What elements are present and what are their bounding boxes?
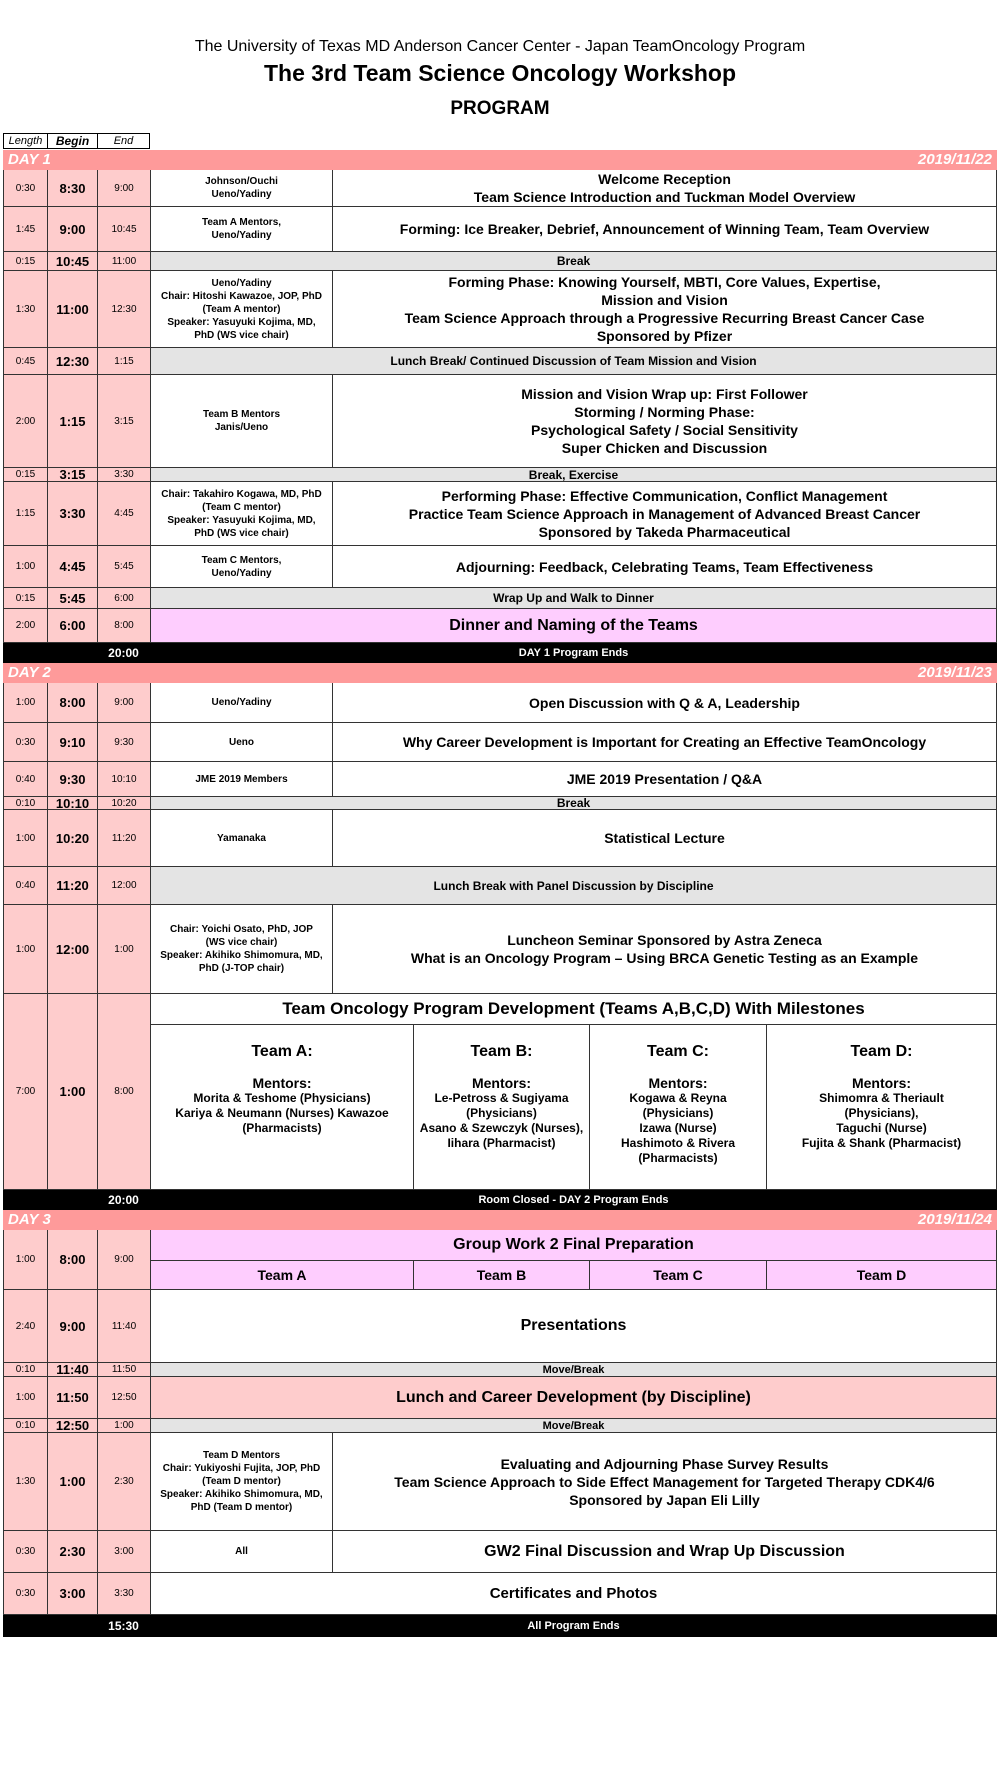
schedule-row — [3, 810, 997, 867]
schedule-row — [3, 609, 997, 643]
day2-label: DAY 2 — [8, 664, 51, 681]
schedule-row — [3, 1573, 997, 1615]
begin-cell: 4:45 — [47, 546, 97, 588]
length-cell: 1:00 — [3, 810, 47, 867]
end-cell: 10:45 — [97, 207, 150, 252]
session-span: Dinner and Naming of the Teams — [150, 609, 997, 643]
length-cell: 2:00 — [3, 375, 47, 468]
schedule-row — [3, 1290, 997, 1363]
length-cell: 0:10 — [3, 797, 47, 810]
begin-cell: 10:10 — [47, 797, 97, 810]
begin-cell: 3:00 — [47, 1573, 97, 1615]
length-cell: 0:40 — [3, 867, 47, 905]
group-work-team: Team A — [150, 1261, 413, 1290]
day1-ends — [3, 643, 997, 663]
mentors-list: Morita & Teshome (Physicians) Kariya & Neumann (Nurses) Kawazoe (Pharmacists) — [175, 1091, 389, 1135]
mentors-label: Mentors: — [851, 1075, 912, 1091]
team-mentors-column — [150, 1025, 413, 1190]
mentors-list: Kogawa & Reyna (Physicians) Izawa (Nurse) Hashimoto & Rivera (Pharmacists) — [620, 1091, 736, 1165]
day2-ends — [3, 1190, 997, 1210]
speakers-cell: Team A Mentors, Ueno/Yadiny — [150, 207, 332, 252]
speakers-cell: Johnson/Ouchi Ueno/Yadiny — [150, 170, 332, 207]
length-cell: 0:45 — [3, 348, 47, 375]
schedule-row — [3, 546, 997, 588]
schedule-row — [3, 271, 997, 348]
schedule-row — [3, 1531, 997, 1573]
length-cell: 0:15 — [3, 468, 47, 482]
session-span: Presentations — [150, 1290, 997, 1363]
session-span: Move/Break — [150, 1419, 997, 1433]
schedule-row — [3, 1419, 997, 1433]
length-cell: 1:30 — [3, 1433, 47, 1531]
begin-cell: 3:30 — [47, 482, 97, 546]
end-cell: 9:30 — [97, 723, 150, 762]
length-cell: 0:30 — [3, 170, 47, 207]
session-span: Wrap Up and Walk to Dinner — [150, 588, 997, 609]
begin-cell: 12:30 — [47, 348, 97, 375]
session-span: Break, Exercise — [150, 468, 997, 482]
mentors-list: Le-Petross & Sugiyama (Physicians) Asano & Szewczyk (Nurses), Iihara (Pharmacist) — [419, 1091, 584, 1150]
schedule-row — [3, 867, 997, 905]
end-cell: 1:00 — [97, 905, 150, 994]
length-cell: 1:45 — [3, 207, 47, 252]
group-work-team: Team B — [413, 1261, 589, 1290]
day1-header — [3, 150, 997, 170]
begin-cell: 9:00 — [47, 1290, 97, 1363]
activity-cell: Adjourning: Feedback, Celebrating Teams, Team Effectiveness — [332, 546, 997, 588]
day3-label: DAY 3 — [8, 1211, 51, 1228]
speakers-cell: Team B Mentors Janis/Ueno — [150, 375, 332, 468]
schedule-row — [3, 683, 997, 723]
length-cell: 1:00 — [3, 546, 47, 588]
col-begin: Begin — [47, 133, 97, 149]
length-cell: 1:00 — [3, 1230, 47, 1290]
length-cell: 2:00 — [3, 609, 47, 643]
speakers-cell: Team C Mentors, Ueno/Yadiny — [150, 546, 332, 588]
group-work-team: Team C — [589, 1261, 766, 1290]
day1-date: 2019/11/22 — [918, 151, 992, 168]
length-cell: 0:15 — [3, 252, 47, 271]
schedule-row — [3, 207, 997, 252]
length-cell: 0:10 — [3, 1363, 47, 1377]
begin-cell: 11:20 — [47, 867, 97, 905]
end-cell: 5:45 — [97, 546, 150, 588]
end-time: 20:00 — [108, 646, 139, 660]
team-name: Team D: — [850, 1043, 913, 1060]
schedule-row — [3, 905, 997, 994]
mentors-label: Mentors: — [471, 1075, 532, 1091]
length-cell: 0:30 — [3, 723, 47, 762]
end-cell: 12:30 — [97, 271, 150, 348]
team-name: Team B: — [470, 1043, 533, 1060]
team-mentors-column — [413, 1025, 589, 1190]
schedule-row — [3, 1433, 997, 1531]
mentors-list: Shimomra & Theriault (Physicians), Taguchi (Nurse) Fujita & Shank (Pharmacist) — [801, 1091, 962, 1150]
group-work-team: Team D — [766, 1261, 997, 1290]
session-span: Break — [150, 797, 997, 810]
end-cell: 11:00 — [97, 252, 150, 271]
begin-cell: 1:15 — [47, 375, 97, 468]
begin-cell: 11:50 — [47, 1377, 97, 1419]
end-cell: 9:00 — [97, 683, 150, 723]
end-cell: 8:00 — [97, 609, 150, 643]
length-cell: 1:00 — [3, 1377, 47, 1419]
activity-cell: GW2 Final Discussion and Wrap Up Discussion — [332, 1531, 997, 1573]
speakers-cell: Yamanaka — [150, 810, 332, 867]
activity-cell: Open Discussion with Q & A, Leadership — [332, 683, 997, 723]
schedule-row — [3, 723, 997, 762]
mentors-label: Mentors: — [648, 1075, 708, 1091]
activity-cell: Luncheon Seminar Sponsored by Astra Zeneca What is an Oncology Program – Using BRCA Genetic Testing as an Example — [332, 905, 997, 994]
end-cell: 1:00 — [97, 1419, 150, 1433]
length-cell: 0:15 — [3, 588, 47, 609]
activity-cell: Why Career Development is Important for Creating an Effective TeamOncology — [332, 723, 997, 762]
day1-label: DAY 1 — [8, 151, 51, 168]
workshop-title: The 3rd Team Science Oncology Workshop — [263, 60, 737, 86]
schedule-row — [3, 375, 997, 468]
begin-cell: 12:00 — [47, 905, 97, 994]
day3-header — [3, 1210, 997, 1230]
end-cell: 11:20 — [97, 810, 150, 867]
session-span: Move/Break — [150, 1363, 997, 1377]
end-cell: 10:20 — [97, 797, 150, 810]
end-message: Room Closed - DAY 2 Program Ends — [478, 1194, 669, 1206]
begin-cell: 9:30 — [47, 762, 97, 797]
begin-cell: 11:40 — [47, 1363, 97, 1377]
speakers-cell: Ueno — [150, 723, 332, 762]
team-mentors-column — [766, 1025, 997, 1190]
begin-cell: 5:45 — [47, 588, 97, 609]
col-length: Length — [3, 133, 47, 149]
length-cell: 0:30 — [3, 1573, 47, 1615]
begin-cell: 10:20 — [47, 810, 97, 867]
program-development-row — [3, 994, 997, 1190]
length-cell: 1:30 — [3, 271, 47, 348]
schedule-row — [3, 797, 997, 810]
begin-cell: 6:00 — [47, 609, 97, 643]
speakers-cell: Ueno/Yadiny — [150, 683, 332, 723]
length-cell: 0:40 — [3, 762, 47, 797]
schedule-row — [3, 468, 997, 482]
end-message: DAY 1 Program Ends — [518, 647, 629, 659]
team-mentors-column — [589, 1025, 766, 1190]
activity-cell: Statistical Lecture — [332, 810, 997, 867]
speakers-cell: JME 2019 Members — [150, 762, 332, 797]
activity-cell: JME 2019 Presentation / Q&A — [332, 762, 997, 797]
begin-cell: 2:30 — [47, 1531, 97, 1573]
begin-cell: 1:00 — [47, 994, 97, 1190]
speakers-cell: Ueno/Yadiny Chair: Hitoshi Kawazoe, JOP, PhD (Team A mentor) Speaker: Yasuyuki Kojima, MD, PhD (WS vice chair) — [150, 271, 332, 348]
day3-date: 2019/11/24 — [918, 1211, 992, 1228]
length-cell: 1:15 — [3, 482, 47, 546]
begin-cell: 1:00 — [47, 1433, 97, 1531]
speakers-cell: Team D Mentors Chair: Yukiyoshi Fujita, JOP, PhD (Team D mentor) Speaker: Akihiko Shimomura, MD, PhD (Team D mentor) — [150, 1433, 332, 1531]
begin-cell: 9:10 — [47, 723, 97, 762]
day2-date: 2019/11/23 — [918, 664, 992, 681]
end-cell: 8:00 — [97, 994, 150, 1190]
begin-cell: 10:45 — [47, 252, 97, 271]
length-cell: 2:40 — [3, 1290, 47, 1363]
schedule-row — [3, 762, 997, 797]
activity-cell: Forming: Ice Breaker, Debrief, Announcement of Winning Team, Team Overview — [332, 207, 997, 252]
end-cell: 3:15 — [97, 375, 150, 468]
begin-cell: 3:15 — [47, 468, 97, 482]
group-work-title: Group Work 2 Final Preparation — [150, 1230, 997, 1261]
activity-cell: Forming Phase: Knowing Yourself, MBTI, Core Values, Expertise, Mission and Vision Team Science Approach through a Progressive Recurring Breast Cancer Case Sponsored by Pfizer — [332, 271, 997, 348]
day3-ends — [3, 1615, 997, 1637]
schedule-row — [3, 1377, 997, 1419]
end-cell: 2:30 — [97, 1433, 150, 1531]
begin-cell: 8:00 — [47, 683, 97, 723]
end-cell: 3:30 — [97, 468, 150, 482]
end-cell: 11:50 — [97, 1363, 150, 1377]
end-cell: 10:10 — [97, 762, 150, 797]
begin-cell: 11:00 — [47, 271, 97, 348]
program-title: PROGRAM — [450, 98, 550, 119]
speakers-cell: All — [150, 1531, 332, 1573]
schedule-row — [3, 482, 997, 546]
end-cell: 3:30 — [97, 1573, 150, 1615]
begin-cell: 8:00 — [47, 1230, 97, 1290]
development-title: Team Oncology Program Development (Teams A,B,C,D) With Milestones — [150, 994, 997, 1025]
end-cell: 4:45 — [97, 482, 150, 546]
end-cell: 1:15 — [97, 348, 150, 375]
length-cell: 1:00 — [3, 683, 47, 723]
length-cell: 0:10 — [3, 1419, 47, 1433]
schedule-row — [3, 348, 997, 375]
mentors-label: Mentors: — [252, 1075, 312, 1091]
team-name: Team A: — [251, 1043, 313, 1060]
end-time: 20:00 — [108, 1193, 139, 1207]
end-cell: 9:00 — [97, 170, 150, 207]
speakers-cell: Chair: Takahiro Kogawa, MD, PhD (Team C mentor) Speaker: Yasuyuki Kojima, MD, PhD (WS vice chair) — [150, 482, 332, 546]
activity-cell: Evaluating and Adjourning Phase Survey Results Team Science Approach to Side Effect Management for Targeted Therapy CDK4/6 Sponsored by Japan Eli Lilly — [332, 1433, 997, 1531]
end-cell: 12:50 — [97, 1377, 150, 1419]
day2-header — [3, 663, 997, 683]
end-cell: 9:00 — [97, 1230, 150, 1290]
speakers-cell: Chair: Yoichi Osato, PhD, JOP (WS vice chair) Speaker: Akihiko Shimomura, MD, PhD (J-TOP chair) — [150, 905, 332, 994]
col-end: End — [97, 133, 150, 149]
end-cell: 11:40 — [97, 1290, 150, 1363]
session-span: Lunch and Career Development (by Discipline) — [150, 1377, 997, 1419]
end-message: All Program Ends — [527, 1620, 620, 1632]
team-name: Team C: — [647, 1043, 709, 1060]
begin-cell: 12:50 — [47, 1419, 97, 1433]
schedule-row — [3, 170, 997, 207]
begin-cell: 9:00 — [47, 207, 97, 252]
end-cell: 3:00 — [97, 1531, 150, 1573]
end-cell: 12:00 — [97, 867, 150, 905]
column-headers — [3, 133, 150, 149]
length-cell: 1:00 — [3, 905, 47, 994]
end-time: 15:30 — [108, 1619, 139, 1633]
session-span: Certificates and Photos — [150, 1573, 997, 1615]
schedule-row — [3, 1363, 997, 1377]
session-span: Lunch Break with Panel Discussion by Discipline — [150, 867, 997, 905]
session-span: Lunch Break/ Continued Discussion of Team Mission and Vision — [150, 348, 997, 375]
length-cell: 0:30 — [3, 1531, 47, 1573]
schedule-row — [3, 588, 997, 609]
length-cell: 7:00 — [3, 994, 47, 1190]
session-span: Break — [150, 252, 997, 271]
activity-cell: Welcome Reception Team Science Introduction and Tuckman Model Overview — [332, 170, 997, 207]
schedule-row — [3, 252, 997, 271]
group-work-row — [3, 1230, 997, 1290]
activity-cell: Mission and Vision Wrap up: First Follower Storming / Norming Phase: Psychological Safety / Social Sensitivity Super Chicken and Discussion — [332, 375, 997, 468]
activity-cell: Performing Phase: Effective Communication, Conflict Management Practice Team Science Approach in Management of Advanced Breast Cancer Sponsored by Takeda Pharmaceutical — [332, 482, 997, 546]
institution-title: The University of Texas MD Anderson Cancer Center - Japan TeamOncology Program — [194, 38, 806, 55]
begin-cell: 8:30 — [47, 170, 97, 207]
end-cell: 6:00 — [97, 588, 150, 609]
